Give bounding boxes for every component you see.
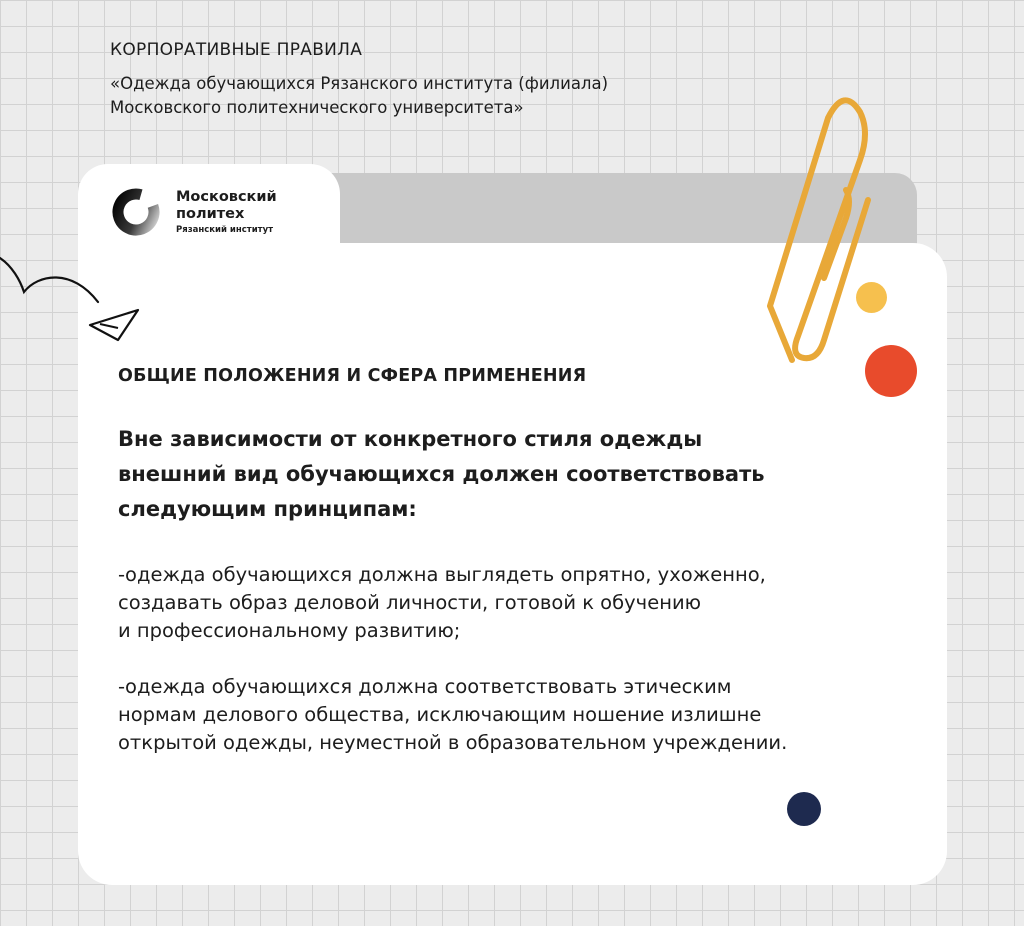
header-kicker: КОРПОРАТИВНЫЕ ПРАВИЛА xyxy=(110,40,363,60)
principle-paragraph-1 xyxy=(118,561,918,645)
lead-line: внешний вид обучающихся должен соответствовать xyxy=(118,462,765,486)
document-title xyxy=(110,72,608,120)
section-title: ОБЩИЕ ПОЛОЖЕНИЯ И СФЕРА ПРИМЕНЕНИЯ xyxy=(118,366,587,386)
document-title-line: «Одежда обучающихся Рязанского института (филиала) xyxy=(110,74,609,93)
paperclip-icon xyxy=(760,88,875,373)
university-logo xyxy=(110,186,277,238)
lead-paragraph xyxy=(118,422,918,527)
logo-line: политех xyxy=(176,206,245,223)
navy-dot-decoration xyxy=(787,792,821,826)
lead-line: следующим принципам: xyxy=(118,497,417,521)
page-header xyxy=(110,40,608,120)
document-title-line: Московского политехнического университета» xyxy=(110,98,524,117)
logo-text xyxy=(176,189,277,235)
paragraph-line: -одежда обучающихся должна выглядеть опрятно, ухоженно, xyxy=(118,563,766,586)
principle-paragraph-2 xyxy=(118,673,918,757)
paragraph-line: создавать образ деловой личности, готовой к обучению xyxy=(118,591,702,614)
logo-line: Московский xyxy=(176,189,277,206)
paragraph-line: нормам делового общества, исключающим ношение излишне xyxy=(118,703,762,726)
lead-line: Вне зависимости от конкретного стиля одежды xyxy=(118,427,703,451)
paragraph-line: открытой одежды, неуместной в образовательном учреждении. xyxy=(118,731,788,754)
paragraph-line: и профессиональному развитию; xyxy=(118,619,461,642)
yellow-dot-decoration xyxy=(856,282,887,313)
curved-arrow-icon xyxy=(0,250,150,350)
card-content xyxy=(118,366,918,785)
logo-subtitle: Рязанский институт xyxy=(176,225,274,236)
politech-ring-logo-icon xyxy=(110,186,162,238)
paragraph-line: -одежда обучающихся должна соответствовать этическим xyxy=(118,675,732,698)
